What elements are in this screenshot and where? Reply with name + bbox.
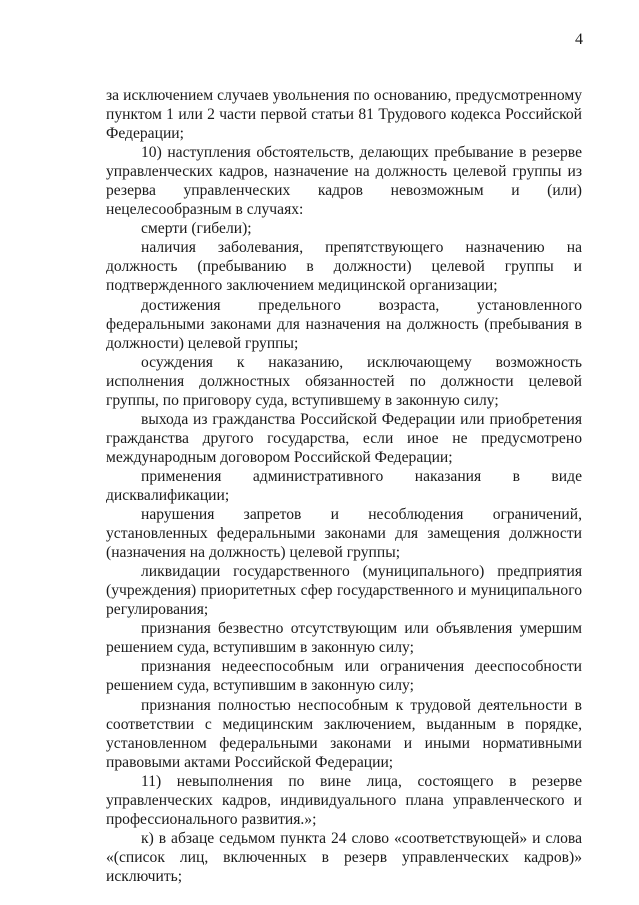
paragraph: осуждения к наказанию, исключающему возможность исполнения должностных обязанностей по должности целевой группы, по приговору суда, вступившему в законную силу; [106,353,582,409]
document-body [106,86,582,886]
page-number: 4 [575,31,583,48]
paragraph: за исключением случаев увольнения по основанию, предусмотренному пунктом 1 или 2 части первой статьи 81 Трудового кодекса Российской Федерации; [106,87,582,143]
paragraph: 10) наступления обстоятельств, делающих пребывание в резерве управленческих кадров, назначение на должность целевой группы из резерва управленческих кадров невозможным и (или) нецелесообразным в случаях: [106,144,582,219]
paragraph: смерти (гибели); [141,220,252,238]
paragraph: к) в абзаце седьмом пункта 24 слово «соответствующей» и слова «(список лиц, включенных в резерв управленческих кадров)» исключить; [106,829,582,885]
paragraph: признания безвестно отсутствующим или объявления умершим решением суда, вступившим в законную силу; [106,620,582,657]
paragraph: признания недееспособным или ограничения дееспособности решением суда, вступившим в законную силу; [106,658,582,695]
paragraph: ликвидации государственного (муниципального) предприятия (учреждения) приоритетных сфер государственного и муниципального регулирования; [106,563,582,619]
paragraph: достижения предельного возраста, установленного федеральными законами для назначения на должность (пребывания в должности) целевой группы; [106,296,582,352]
paragraph: наличия заболевания, препятствующего назначению на должность (пребыванию в должности) целевой группы и подтвержденного заключением медицинской организации; [106,239,582,295]
paragraph: выхода из гражданства Российской Федерации или приобретения гражданства другого государства, если иное не предусмотрено международным договором Российской Федерации; [106,410,582,466]
paragraph: нарушения запретов и несоблюдения ограничений, установленных федеральными законами для замещения должности (назначения на должность) целевой группы; [106,506,582,562]
paragraph: 11) невыполнения по вине лица, состоящего в резерве управленческих кадров, индивидуального плана управленческого и профессионального развития.»; [106,772,582,828]
paragraph: применения административного наказания в виде дисквалификации; [106,467,582,504]
paragraph: признания полностью неспособным к трудовой деятельности в соответствии с медицинским заключением, выданным в порядке, установленном федеральными законами и иными нормативными правовыми актами Российской Федерации; [106,696,582,771]
